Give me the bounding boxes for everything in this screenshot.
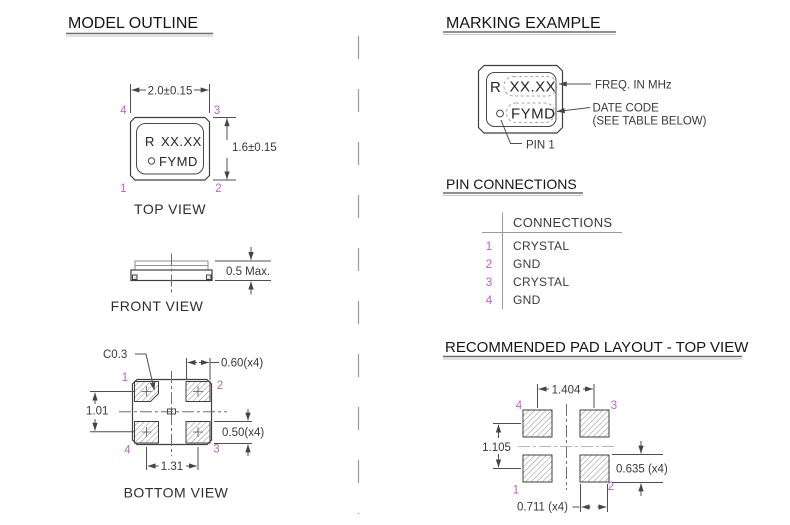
dim-height-label: 1.6±0.15 — [232, 142, 277, 154]
model-outline-section — [66, 15, 277, 501]
dim-pitch-horizontal-label: 1.31 — [160, 461, 184, 473]
dim-pitch-horizontal — [147, 447, 199, 473]
connection-cell: GND — [513, 257, 541, 271]
pin-number-br: 2 — [215, 183, 222, 195]
pin-number-br: 3 — [213, 443, 220, 456]
layout-pad-3 — [580, 410, 609, 437]
callout-freq — [559, 80, 672, 92]
marking-example-title: MARKING EXAMPLE — [446, 15, 601, 32]
front-view-drawing — [111, 247, 271, 314]
pin-number-tl: 1 — [121, 372, 129, 384]
pin-number-cell: 3 — [485, 275, 493, 289]
pin1-indicator-dot — [497, 110, 504, 117]
pin-number-bl: 1 — [120, 183, 127, 195]
dim-pad-width-label: 0.60(x4) — [221, 357, 264, 370]
dim-pad-height — [214, 409, 264, 456]
dim-pad-height-label: 0.635 (x4) — [616, 463, 668, 476]
connection-cell: CRYSTAL — [513, 239, 570, 253]
marking-date: FYMD — [159, 154, 198, 169]
callout-pin1-label: PIN 1 — [526, 139, 555, 152]
bottom-view-drawing — [86, 349, 264, 501]
connection-cell: GND — [513, 293, 541, 307]
marking-prefix: R — [490, 79, 502, 96]
dim-pitch-vertical-label: 1.105 — [482, 442, 511, 454]
pin-number-bl: 4 — [124, 444, 131, 457]
callout-date-label-1: DATE CODE — [592, 102, 659, 115]
top-view-drawing — [120, 84, 276, 217]
table-row — [486, 275, 570, 289]
dim-pad-width-label: 0.711 (x4) — [517, 501, 568, 514]
pin-number-tr: 3 — [610, 400, 618, 412]
dim-pad-height-label: 0.50(x4) — [222, 427, 265, 439]
table-column-header: CONNECTIONS — [513, 215, 613, 230]
layout-pad-2 — [580, 455, 609, 482]
pin-connections-section — [443, 176, 622, 309]
callout-date-label-2: (SEE TABLE BELOW) — [592, 115, 707, 128]
table-row — [486, 257, 541, 271]
layout-pad-1 — [523, 455, 552, 482]
pin-number-cell: 2 — [485, 257, 493, 271]
dim-height — [213, 118, 277, 181]
dim-pad-width — [517, 484, 608, 514]
pin-number-cell: 4 — [485, 293, 493, 307]
pin-number-tl: 4 — [515, 400, 523, 412]
marking-freq: XX.XX — [509, 78, 557, 96]
connection-cell: CRYSTAL — [513, 275, 570, 289]
dim-pad-height — [612, 441, 668, 496]
dim-pitch-horizontal — [538, 384, 595, 408]
bottom-view-label: BOTTOM VIEW — [123, 484, 229, 501]
pin-number-br: 2 — [607, 481, 615, 493]
dim-width — [131, 84, 210, 113]
dim-thickness — [215, 247, 271, 295]
dim-width-label: 2.0±0.15 — [147, 85, 193, 98]
callout-date — [557, 103, 707, 128]
callout-pin1 — [501, 120, 555, 152]
marking-example-section — [443, 15, 707, 152]
dim-thickness-label: 0.5 Max. — [226, 266, 271, 278]
marking-date: FYMD — [511, 105, 556, 123]
top-view-label: TOP VIEW — [134, 201, 206, 217]
model-outline-title: MODEL OUTLINE — [68, 15, 199, 32]
front-view-label: FRONT VIEW — [110, 298, 204, 314]
pin1-indicator-dot — [148, 158, 154, 164]
front-pad-right — [207, 275, 212, 280]
table-row — [486, 293, 541, 307]
marking-freq: XX.XX — [161, 134, 202, 149]
callout-freq-label: FREQ. IN MHz — [595, 79, 672, 92]
front-pad-left — [133, 275, 138, 280]
pin-connections-title: PIN CONNECTIONS — [446, 176, 577, 192]
pin-number-bl: 1 — [512, 484, 520, 497]
pad-layout-title: RECOMMENDED PAD LAYOUT - TOP VIEW — [445, 339, 749, 356]
pin-number-cell: 1 — [485, 239, 493, 253]
dim-pitch-horizontal-label: 1.404 — [551, 384, 581, 397]
dim-pad-width — [187, 358, 264, 381]
pin-number-tl: 4 — [120, 105, 127, 117]
dim-pitch-vertical — [482, 424, 521, 469]
table-row — [486, 239, 570, 253]
layout-pad-4 — [523, 410, 552, 437]
pad-layout-section — [443, 339, 749, 514]
marking-prefix: R — [145, 134, 155, 149]
dim-chamfer-label: C0.3 — [103, 349, 128, 361]
pin-number-tr: 3 — [213, 105, 221, 117]
pin-number-tr: 2 — [216, 380, 224, 392]
dim-pitch-vertical-label: 1.01 — [86, 405, 109, 418]
